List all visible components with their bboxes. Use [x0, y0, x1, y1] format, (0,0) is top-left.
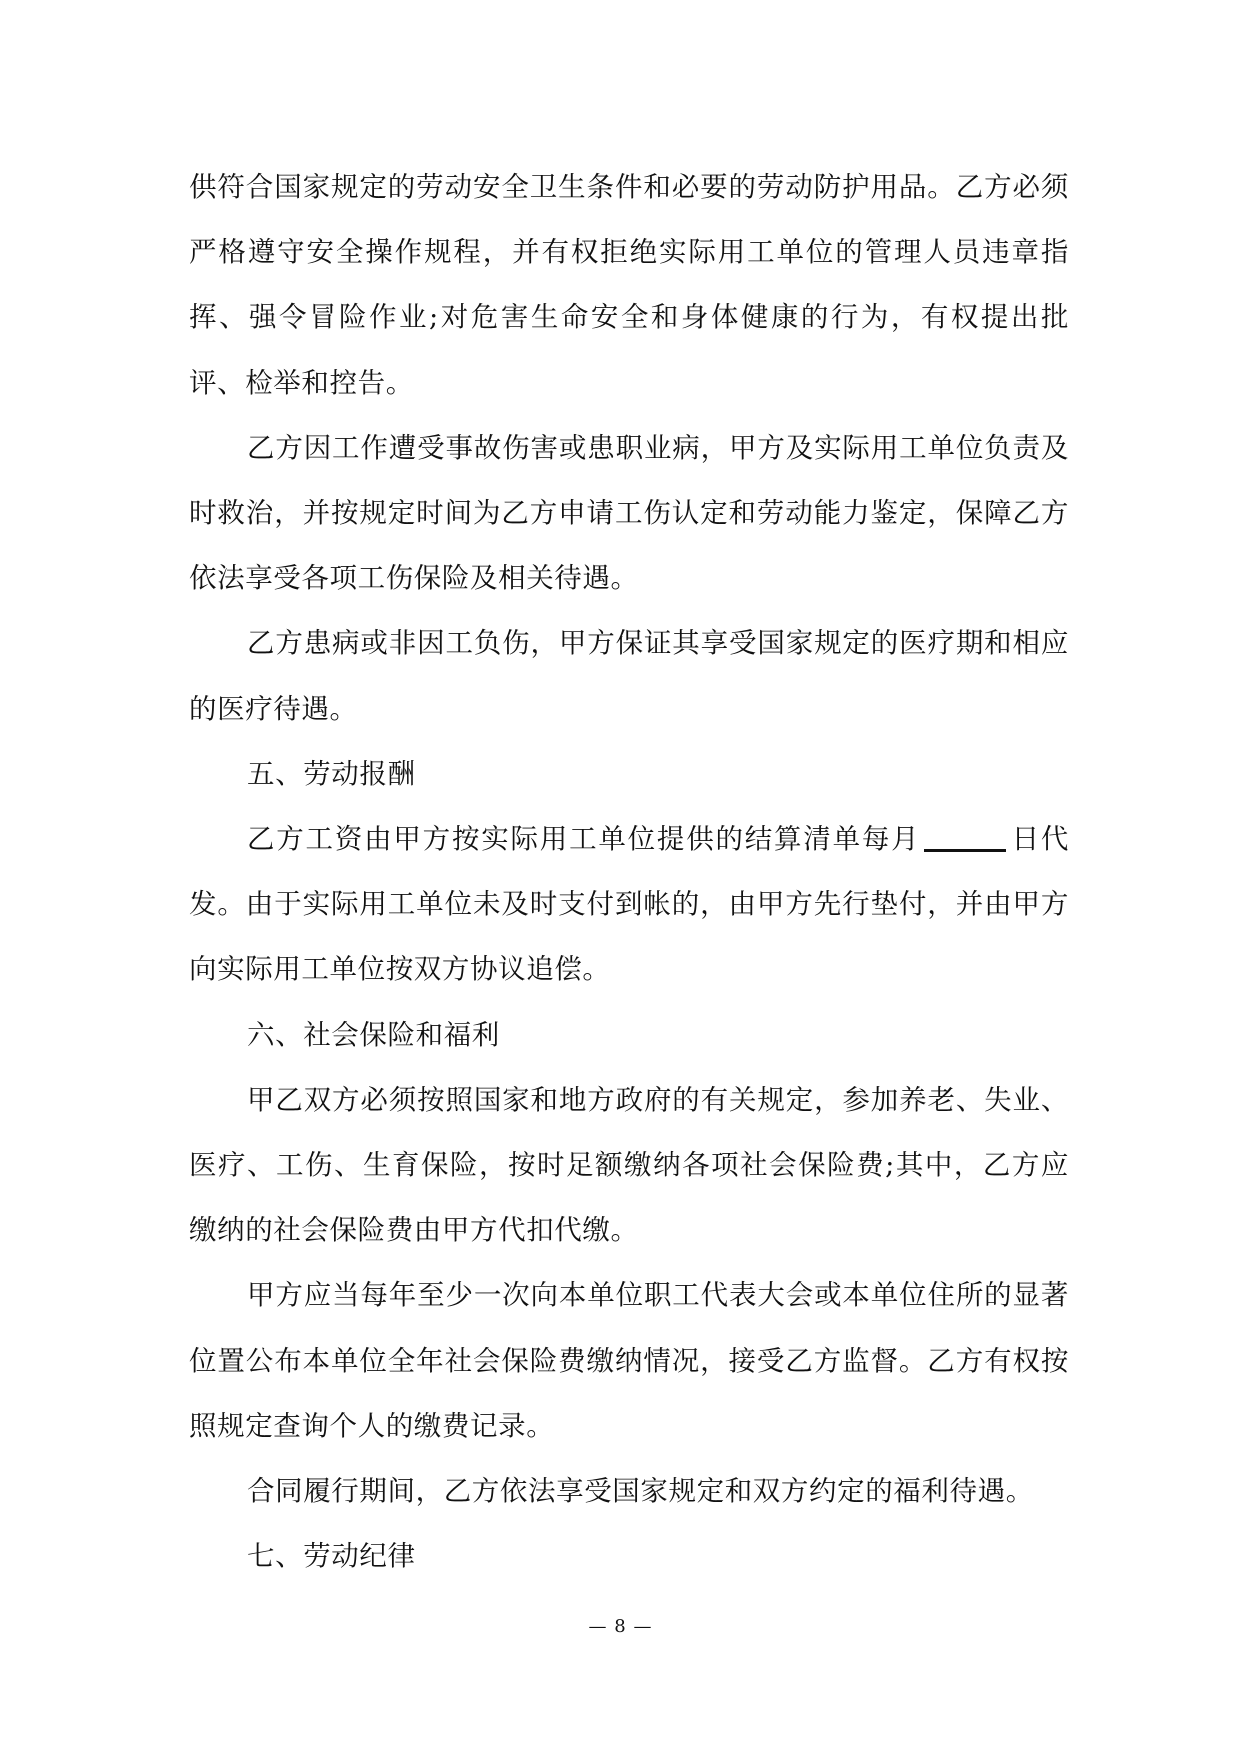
document-body	[189, 155, 1069, 1589]
paragraph-insurance-obligation: 甲乙双方必须按照国家和地方政府的有关规定，参加养老、失业、医疗、工伤、生育保险，按时足额缴纳各项社会保险费;其中，乙方应缴纳的社会保险费由甲方代扣代缴。	[189, 1083, 1069, 1247]
paragraph-safety-rights: 供符合国家规定的劳动安全卫生条件和必要的劳动防护用品。乙方必须严格遵守安全操作规程，并有权拒绝实际用工单位的管理人员违章指挥、强令冒险作业;对危害生命安全和身体健康的行为，有权提出批评、检举和控告。	[189, 171, 1069, 399]
section-heading-discipline: 七、劳动纪律	[247, 1540, 416, 1573]
pay-day-blank	[924, 822, 1006, 853]
section-heading-social-insurance: 六、社会保险和福利	[247, 1018, 500, 1051]
wage-text-before-blank: 乙方工资由甲方按实际用工单位提供的结算清单每月	[247, 823, 921, 856]
paragraph-wage-payment	[189, 807, 1069, 1003]
section-heading-remuneration: 五、劳动报酬	[247, 757, 416, 790]
wage-text-after-blank: 日代发。由于实际用工单位未及时支付到帐的，由甲方先行垫付，并由甲方向实际用工单位按双方协议追偿。	[189, 823, 1069, 986]
page-number: — 8 —	[588, 1616, 653, 1637]
paragraph-welfare: 合同履行期间，乙方依法享受国家规定和双方约定的福利待遇。	[247, 1475, 1034, 1508]
paragraph-work-injury: 乙方因工作遭受事故伤害或患职业病，甲方及实际用工单位负责及时救治，并按规定时间为乙方申请工伤认定和劳动能力鉴定，保障乙方依法享受各项工伤保险及相关待遇。	[189, 431, 1069, 595]
paragraph-insurance-disclosure: 甲方应当每年至少一次向本单位职工代表大会或本单位住所的显著位置公布本单位全年社会保险费缴纳情况，接受乙方监督。乙方有权按照规定查询个人的缴费记录。	[189, 1279, 1069, 1442]
paragraph-illness: 乙方患病或非因工负伤，甲方保证其享受国家规定的医疗期和相应的医疗待遇。	[189, 627, 1069, 725]
